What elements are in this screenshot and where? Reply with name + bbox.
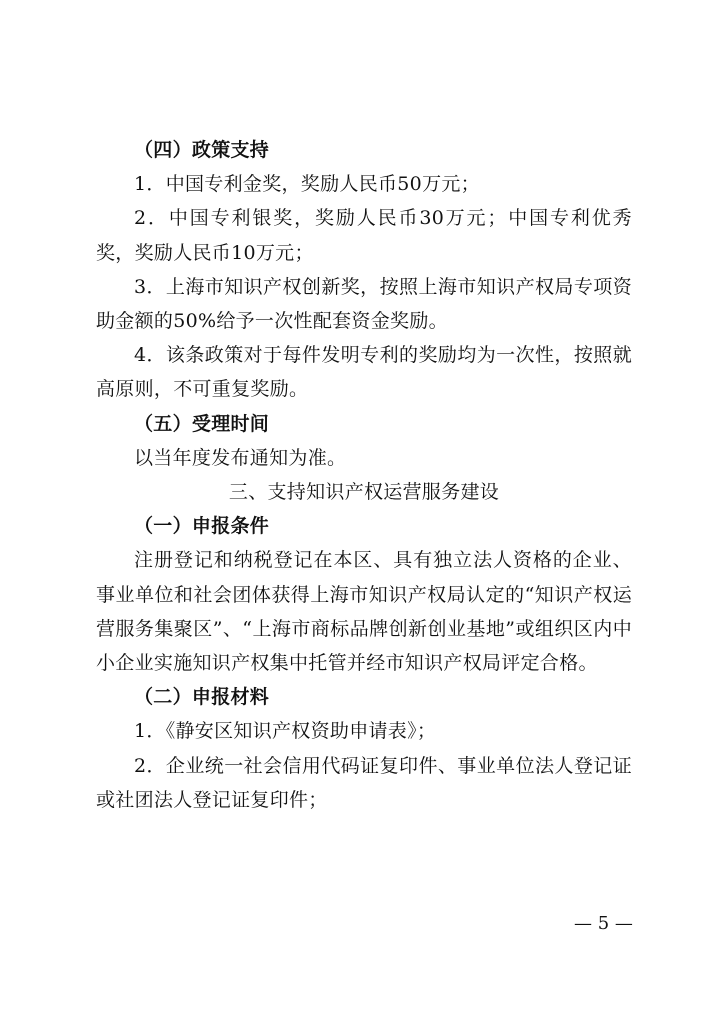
page-number: — 5 — <box>574 913 633 934</box>
policy-item-3: 3．上海市知识产权创新奖，按照上海市知识产权局专项资助金额的50%给予一次性配套资金奖励。 <box>96 275 632 333</box>
subsection-heading-application-conditions: （一）申报条件 <box>134 515 270 538</box>
policy-item-1: 1．中国专利金奖，奖励人民币50万元； <box>134 173 480 196</box>
material-item-2: 2．企业统一社会信用代码证复印件、事业单位法人登记证或社团法人登记证复印件； <box>96 754 632 811</box>
subsection-heading-policy-support: （四）政策支持 <box>134 139 270 161</box>
policy-item-2: 2．中国专利银奖，奖励人民币30万元；中国专利优秀奖，奖励人民币10万元； <box>96 207 632 264</box>
section-title-ip-operation: 三、支持知识产权运营服务建设 <box>228 481 500 504</box>
application-conditions-text: 注册登记和纳税登记在本区、具有独立法人资格的企业、事业单位和社会团体获得上海市知识产权局认定的“知识产权运营服务集聚区”、“上海市商标品牌创新创业基地”或组织区内中小企业实施知识产权集中托管并经市知识产权局评定合格。 <box>96 549 632 675</box>
document-body <box>96 133 632 817</box>
acceptance-time-text: 以当年度发布通知为准。 <box>134 446 347 469</box>
subsection-heading-application-materials: （二）申报材料 <box>134 686 270 709</box>
material-item-1: 1．《静安区知识产权资助申请表》； <box>134 720 437 743</box>
subsection-heading-acceptance-time: （五）受理时间 <box>134 412 270 435</box>
policy-item-4: 4．该条政策对于每件发明专利的奖励均为一次性，按照就高原则，不可重复奖励。 <box>96 344 632 401</box>
